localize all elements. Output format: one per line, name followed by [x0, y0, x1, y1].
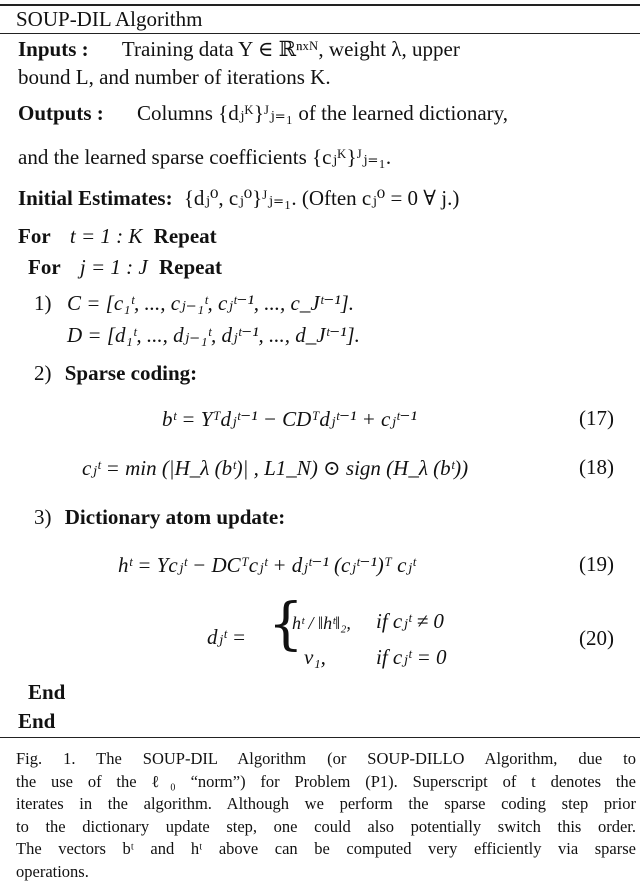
equation-20-case2-value: v₁, — [304, 645, 326, 669]
for-t-range: t = 1 : K — [69, 224, 143, 248]
inputs-text-2: bound L, and number of iterations K. — [18, 65, 331, 89]
caption-line: iterates in the algorithm. Although we perform the sparse coding step prior — [16, 794, 636, 813]
algorithm-title: SOUP-DIL Algorithm — [16, 7, 203, 31]
for-j-line — [28, 254, 222, 280]
equation-17-number: (17) — [579, 406, 614, 430]
for-t-line — [18, 223, 217, 249]
equation-20-number: (20) — [579, 626, 614, 650]
outputs-text-1: Columns {dⱼᴷ}ᴶⱼ₌₁ of the learned dictionary, — [137, 101, 509, 125]
step3-label: Dictionary atom update: — [64, 505, 286, 529]
step1-C-definition: C = [c₁ᵗ, ..., cⱼ₋₁ᵗ, cⱼᵗ⁻¹, ..., c_Jᵗ⁻¹]. — [67, 291, 355, 315]
initial-label: Initial Estimates: — [18, 186, 173, 210]
for-j-range: j = 1 : J — [79, 255, 148, 279]
inputs-text-1: Training data Y ∈ ℝⁿˣᴺ, weight λ, upper — [121, 37, 460, 61]
for-t-keyword: For — [18, 224, 51, 248]
equation-20-case1-value: hᵗ / ‖hᵗ‖₂, — [292, 613, 351, 633]
step1-number: 1) — [34, 291, 52, 315]
initial-estimates-line — [18, 185, 459, 211]
caption-line: operations. — [16, 861, 89, 881]
caption-line: Fig. 1. The SOUP-DIL Algorithm (or SOUP-DILLO Algorithm, due to — [16, 749, 636, 768]
equation-18-number: (18) — [579, 455, 614, 479]
end-inner-loop: End — [28, 680, 66, 704]
equation-19-number: (19) — [579, 552, 614, 576]
step3-line — [34, 504, 285, 530]
end-outer-loop: End — [18, 709, 56, 733]
for-t-repeat: Repeat — [153, 224, 217, 248]
equation-19: hᵗ = Ycⱼᵗ − DCᵀcⱼᵗ + dⱼᵗ⁻¹ (cⱼᵗ⁻¹)ᵀ cⱼᵗ — [118, 553, 416, 577]
title-rule — [0, 33, 640, 34]
outputs-text-2: and the learned sparse coefficients {cⱼᴷ}ᴶⱼ₌₁. — [18, 145, 392, 169]
bottom-rule — [0, 737, 640, 738]
initial-text: {dⱼ⁰, cⱼ⁰}ᴶⱼ₌₁. (Often cⱼ⁰ = 0 ∀ j.) — [183, 186, 460, 210]
step3-number: 3) — [34, 505, 52, 529]
step2-number: 2) — [34, 361, 52, 385]
equation-20-case1-condition: if cⱼᵗ ≠ 0 — [376, 609, 444, 633]
step2-line — [34, 360, 197, 386]
equation-20-lhs: dⱼᵗ = — [207, 625, 246, 649]
equation-18: cⱼᵗ = min (|H_λ (bᵗ)| , L1_N) ⊙ sign (H_λ (bᵗ)) — [82, 456, 469, 480]
step1-D-definition: D = [d₁ᵗ, ..., dⱼ₋₁ᵗ, dⱼᵗ⁻¹, ..., d_Jᵗ⁻¹]. — [67, 323, 360, 347]
for-j-keyword: For — [28, 255, 61, 279]
figure-caption — [16, 748, 636, 883]
equation-17: bᵗ = Yᵀdⱼᵗ⁻¹ − CDᵀdⱼᵗ⁻¹ + cⱼᵗ⁻¹ — [162, 407, 417, 431]
for-j-repeat: Repeat — [158, 255, 222, 279]
equation-20-case2-condition: if cⱼᵗ = 0 — [376, 645, 447, 669]
outputs-label: Outputs : — [18, 101, 104, 125]
caption-line: to the dictionary update step, one could also potentially switch this order. — [16, 816, 636, 836]
outputs-line-1 — [18, 100, 508, 126]
step2-label: Sparse coding: — [64, 361, 198, 385]
inputs-label: Inputs : — [18, 37, 89, 61]
caption-line: the use of the ℓ₀ “norm”) for Problem (P1). Superscript of t denotes the — [16, 771, 636, 791]
caption-line: The vectors bᵗ and hᵗ above can be computed very efficiently via sparse — [16, 839, 636, 858]
piecewise-brace: { — [268, 592, 304, 657]
inputs-line-1 — [18, 36, 460, 62]
